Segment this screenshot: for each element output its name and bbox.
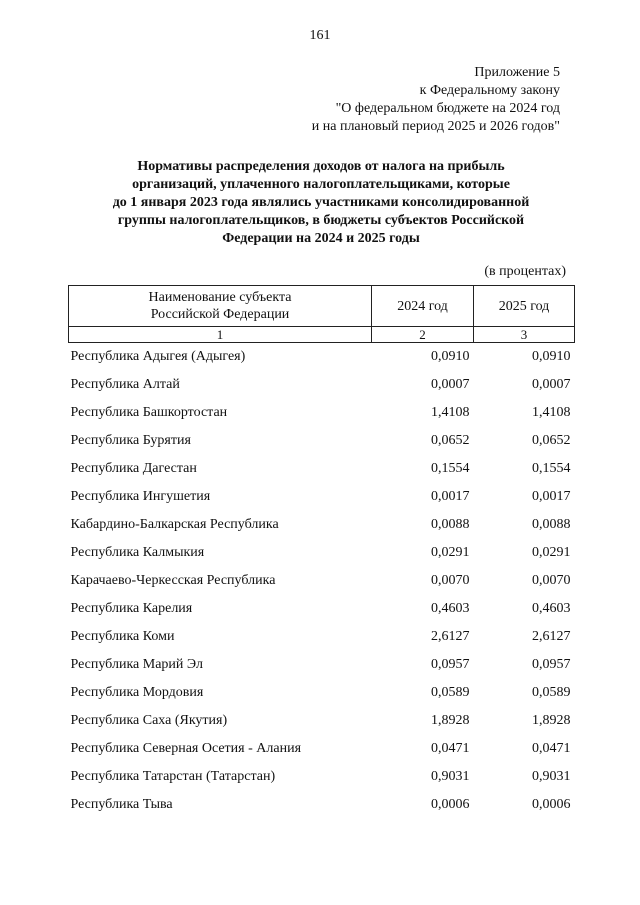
- table-row: [69, 735, 575, 763]
- table-row: [69, 791, 575, 819]
- subject-name: Республика Карелия: [70, 601, 193, 616]
- table-row: [69, 651, 575, 679]
- value-2024: 0,0589: [431, 685, 470, 700]
- header-subject: [69, 286, 372, 327]
- subject-name: Республика Саха (Якутия): [70, 713, 228, 728]
- table-row: [69, 679, 575, 707]
- subject-name: Республика Калмыкия: [70, 545, 205, 560]
- title-line: до 1 января 2023 года являлись участниками консолидированной: [112, 195, 530, 210]
- subject-name: Республика Коми: [70, 629, 175, 644]
- value-2025: 2,6127: [532, 629, 571, 644]
- value-2025: 0,1554: [532, 461, 571, 476]
- value-2024: 0,0652: [431, 433, 470, 448]
- header-row: [69, 286, 575, 327]
- page-number: 161: [309, 28, 331, 43]
- table-row: [69, 427, 575, 455]
- value-2024: 0,0471: [431, 741, 470, 756]
- value-2025: 0,0291: [532, 545, 571, 560]
- value-2025: 0,0589: [532, 685, 571, 700]
- appendix-line: "О федеральном бюджете на 2024 год: [335, 101, 560, 116]
- value-2024: 0,1554: [431, 461, 470, 476]
- table-row: [69, 595, 575, 623]
- table-row: [69, 763, 575, 791]
- value-2025: 0,0910: [532, 349, 571, 364]
- appendix-line: и на плановый период 2025 и 2026 годов": [311, 119, 560, 134]
- value-2024: 0,0910: [431, 349, 470, 364]
- value-2024: 1,8928: [431, 713, 470, 728]
- document-title: [60, 158, 582, 248]
- value-2025: 0,9031: [532, 769, 571, 784]
- header-subject-line: Российской Федерации: [150, 307, 290, 322]
- table-row: [69, 343, 575, 372]
- value-2025: 1,8928: [532, 713, 571, 728]
- subject-name: Республика Мордовия: [70, 685, 204, 700]
- value-2024: 0,0957: [431, 657, 470, 672]
- column-number: 2: [372, 327, 474, 343]
- subject-name: Республика Северная Осетия - Алания: [70, 741, 302, 756]
- value-2024: 0,0291: [431, 545, 470, 560]
- table-header: [69, 286, 575, 343]
- value-2025: 0,0017: [532, 489, 571, 504]
- title-line: группы налогоплательщиков, в бюджеты субъектов Российской: [117, 213, 525, 228]
- value-2024: 2,6127: [431, 629, 470, 644]
- value-2025: 0,0088: [532, 517, 571, 532]
- subject-name: Республика Адыгея (Адыгея): [70, 349, 246, 364]
- appendix-line: Приложение 5: [474, 65, 560, 80]
- subject-name: Республика Татарстан (Татарстан): [70, 769, 276, 784]
- subject-name: Республика Башкортостан: [70, 405, 228, 420]
- value-2024: 1,4108: [431, 405, 470, 420]
- column-number: 3: [474, 327, 575, 343]
- table-row: [69, 539, 575, 567]
- table-row: [69, 567, 575, 595]
- value-2025: 0,0957: [532, 657, 571, 672]
- subject-name: Республика Ингушетия: [70, 489, 211, 504]
- title-line: организаций, уплаченного налогоплательщиками, которые: [132, 177, 510, 192]
- table-row: [69, 371, 575, 399]
- appendix-line: к Федеральному закону: [419, 83, 560, 98]
- distribution-table: [68, 285, 575, 819]
- value-2024: 0,0007: [431, 377, 470, 392]
- value-2025: 0,0471: [532, 741, 571, 756]
- table-row: [69, 623, 575, 651]
- value-2024: 0,9031: [431, 769, 470, 784]
- value-2025: 0,0070: [532, 573, 571, 588]
- header-2024: 2024 год: [372, 286, 474, 327]
- subject-name: Республика Алтай: [70, 377, 180, 392]
- value-2025: 0,0652: [532, 433, 571, 448]
- value-2024: 0,4603: [431, 601, 470, 616]
- value-2024: 0,0088: [431, 517, 470, 532]
- value-2024: 0,0070: [431, 573, 470, 588]
- value-2024: 0,0006: [431, 797, 470, 812]
- table-row: [69, 399, 575, 427]
- title-line: Нормативы распределения доходов от налога на прибыль: [137, 159, 505, 174]
- table-body: [69, 343, 575, 820]
- table-row: [69, 511, 575, 539]
- table-row: [69, 483, 575, 511]
- value-2025: 0,0006: [532, 797, 571, 812]
- subject-name: Республика Бурятия: [70, 433, 191, 448]
- subject-name: Республика Марий Эл: [70, 657, 203, 672]
- header-2025: 2025 год: [474, 286, 575, 327]
- value-2024: 0,0017: [431, 489, 470, 504]
- units-note: (в процентах): [484, 264, 566, 279]
- column-number-row: [69, 327, 575, 343]
- subject-name: Карачаево-Черкесская Республика: [70, 573, 276, 588]
- subject-name: Республика Дагестан: [70, 461, 197, 476]
- appendix-block: [240, 64, 560, 136]
- title-line: Федерации на 2024 и 2025 годы: [222, 231, 420, 246]
- table-row: [69, 455, 575, 483]
- subject-name: Республика Тыва: [70, 797, 173, 812]
- table-row: [69, 707, 575, 735]
- value-2025: 0,0007: [532, 377, 571, 392]
- column-number: 1: [69, 327, 372, 343]
- subject-name: Кабардино-Балкарская Республика: [70, 517, 279, 532]
- value-2025: 1,4108: [532, 405, 571, 420]
- header-subject-line: Наименование субъекта: [148, 290, 292, 305]
- value-2025: 0,4603: [532, 601, 571, 616]
